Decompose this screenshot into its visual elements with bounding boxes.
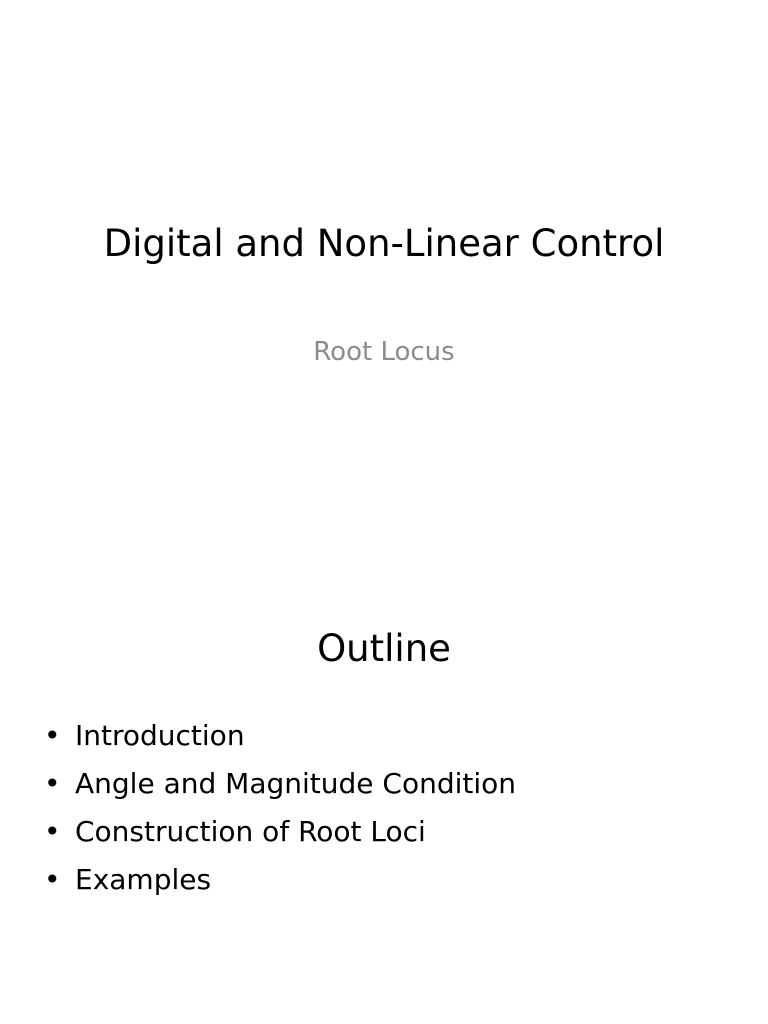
bullet-icon: • xyxy=(44,767,61,800)
presentation-title: Digital and Non-Linear Control xyxy=(103,222,665,265)
bullet-text: Introduction xyxy=(75,719,245,752)
presentation-subtitle: Root Locus xyxy=(313,337,455,367)
outline-slide xyxy=(0,576,768,1024)
bullet-text: Examples xyxy=(75,863,212,896)
bullet-icon: • xyxy=(44,815,61,848)
bullet-icon: • xyxy=(44,863,61,896)
bullet-text: Construction of Root Loci xyxy=(75,815,426,848)
bullet-icon: • xyxy=(44,719,61,752)
outline-title: Outline xyxy=(317,627,451,670)
bullet-text: Angle and Magnitude Condition xyxy=(75,767,517,800)
